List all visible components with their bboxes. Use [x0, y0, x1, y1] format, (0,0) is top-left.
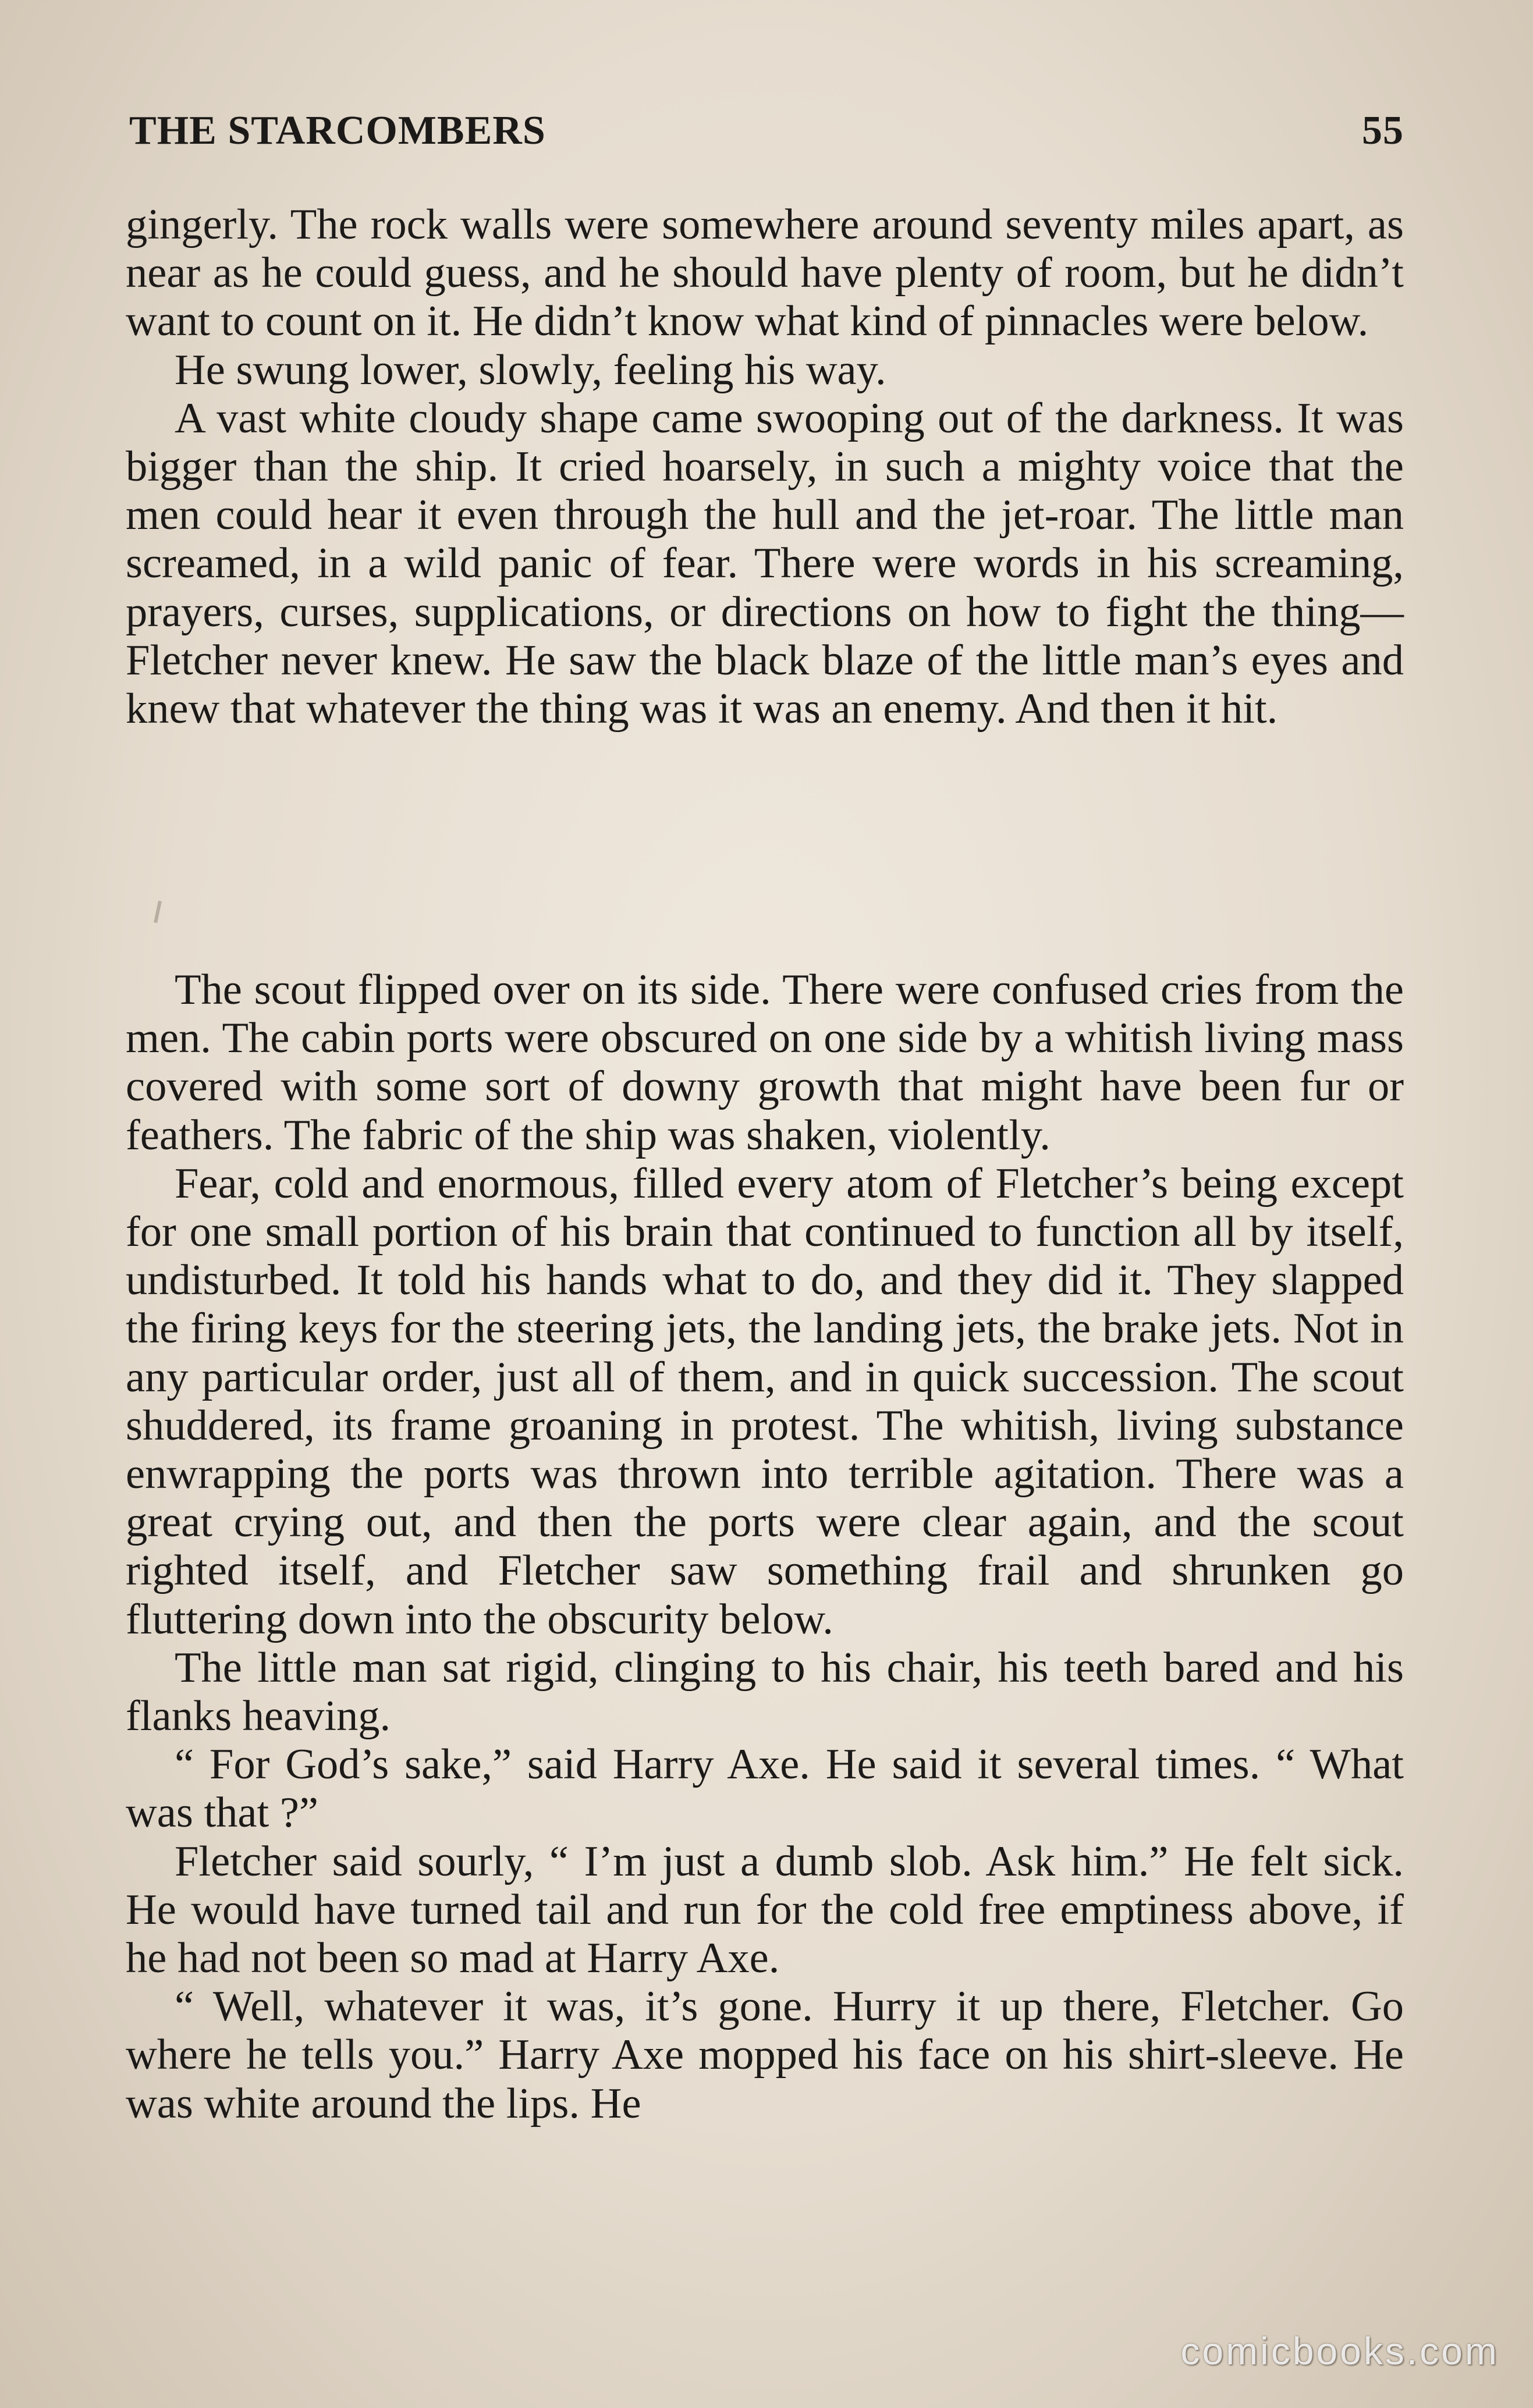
- paragraph-1: gingerly. The rock walls were somewhere around seventy miles apart, as near as he could guess, and he should have plenty of room, but he didn’t want to count on it. He didn’t know what kind of pinnacles were below.: [126, 201, 1404, 346]
- paragraph-6: The little man sat rigid, clinging to his chair, his teeth bared and his flanks heaving.: [126, 1643, 1404, 1741]
- paragraph-5: Fear, cold and enormous, filled every atom of Fletcher’s being except for one small portion of his brain that continued to function all by itself, undisturbed. It told his hands what to do, and they did it. They slapped the firing keys for the steering jets, the landing jets, the brake jets. Not in any particular order, just all of them, and in quick succession. The scout shuddered, its frame groaning in protest. The whitish, living substance enwrapping the ports was thrown into terrible agitation. There was a great crying out, and then the ports were clear again, and the scout righted itself, and Fletcher saw something frail and shrunken go fluttering down into the obscurity below.: [126, 1159, 1404, 1643]
- stray-ink-mark: [154, 901, 162, 923]
- paragraph-8: Fletcher said sourly, “ I’m just a dumb slob. Ask him.” He felt sick. He would have turned tail and run for the cold free emptiness above, if he had not been so mad at Harry Axe.: [126, 1837, 1404, 1983]
- paragraph-3: A vast white cloudy shape came swooping out of the darkness. It was bigger than the ship. It cried hoarsely, in such a mighty voice that the men could hear it even through the hull and the jet-roar. The little man screamed, in a wild panic of fear. There were words in his screaming, prayers, curses, supplications, or directions on how to fight the thing—Fletcher never knew. He saw the black blaze of the little man’s eyes and knew that whatever the thing was it was an enemy. And then it hit.: [126, 394, 1404, 733]
- text-block-bottom: [126, 966, 1404, 2128]
- text-block-top: [126, 201, 1404, 733]
- page-number: 55: [1362, 108, 1404, 153]
- site-watermark: comicbooks.com: [1180, 2329, 1499, 2373]
- paragraph-7: “ For God’s sake,” said Harry Axe. He said it several times. “ What was that ?”: [126, 1741, 1404, 1837]
- book-title: THE STARCOMBERS: [129, 108, 546, 153]
- paragraph-2: He swung lower, slowly, feeling his way.: [175, 346, 886, 394]
- paragraph-4: The scout flipped over on its side. There were confused cries from the men. The cabin ports were obscured on one side by a whitish living mass covered with some sort of downy growth that might have been fur or feathers. The fabric of the ship was shaken, violently.: [126, 966, 1404, 1159]
- paragraph-9: “ Well, whatever it was, it’s gone. Hurry it up there, Fletcher. Go where he tells you.” Harry Axe mopped his face on his shirt-sleeve. He was white around the lips. He: [126, 1983, 1404, 2128]
- running-head: [129, 105, 1404, 157]
